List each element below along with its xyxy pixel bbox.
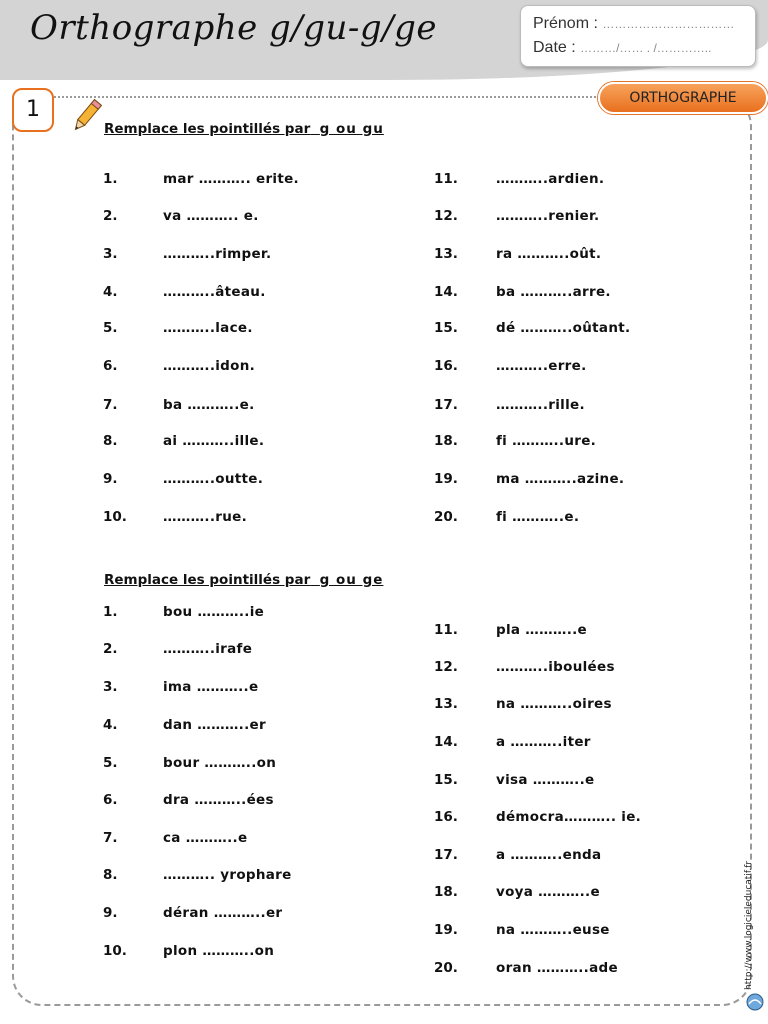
item-number: 9. [103, 905, 118, 921]
item-number: 14. [434, 734, 458, 750]
item-number: 20. [434, 509, 458, 525]
item-number: 11. [434, 622, 458, 638]
item-number: 16. [434, 809, 458, 825]
exercise-number-badge: 1 [12, 88, 54, 132]
item-number: 1. [103, 171, 118, 187]
exercise-frame [12, 96, 752, 1006]
item-word-blank[interactable]: ba ………..arre. [496, 284, 611, 300]
item-number: 19. [434, 471, 458, 487]
item-number: 7. [103, 397, 118, 413]
item-number: 7. [103, 830, 118, 846]
item-word-blank[interactable]: na ………..oires [496, 696, 612, 712]
pencil-icon [66, 96, 106, 136]
item-number: 8. [103, 433, 118, 449]
item-number: 10. [103, 509, 127, 525]
item-number: 11. [434, 171, 458, 187]
item-word-blank[interactable]: ………..rille. [496, 397, 585, 413]
item-word-blank[interactable]: ………..idon. [163, 358, 256, 374]
item-word-blank[interactable]: oran ………..ade [496, 960, 618, 976]
item-word-blank[interactable]: dra ………..ées [163, 792, 274, 808]
item-word-blank[interactable]: ma ………..azine. [496, 471, 625, 487]
item-number: 12. [434, 659, 458, 675]
prenom-label: Prénom : [533, 15, 598, 32]
item-word-blank[interactable]: ………..iboulées [496, 659, 615, 675]
item-number: 8. [103, 867, 118, 883]
item-word-blank[interactable]: fi ………..ure. [496, 433, 597, 449]
item-number: 5. [103, 320, 118, 336]
item-number: 15. [434, 320, 458, 336]
item-word-blank[interactable]: ba ………..e. [163, 397, 255, 413]
item-word-blank[interactable]: a ………..enda [496, 847, 602, 863]
item-word-blank[interactable]: ra ………..oût. [496, 246, 602, 262]
item-number: 13. [434, 246, 458, 262]
item-number: 12. [434, 208, 458, 224]
item-number: 14. [434, 284, 458, 300]
prenom-field[interactable]: …………………………… [602, 17, 735, 31]
item-word-blank[interactable]: bour ………..on [163, 755, 277, 771]
exercise1-instruction [104, 121, 384, 137]
item-word-blank[interactable]: a ………..iter [496, 734, 591, 750]
item-word-blank[interactable]: dé ………..oûtant. [496, 320, 631, 336]
item-word-blank[interactable]: ………..renier. [496, 208, 600, 224]
item-word-blank[interactable]: ………..rue. [163, 509, 248, 525]
item-word-blank[interactable]: mar ……….. erite. [163, 171, 299, 187]
item-word-blank[interactable]: ………..rimper. [163, 246, 272, 262]
item-word-blank[interactable]: va ……….. e. [163, 208, 259, 224]
site-logo-icon [744, 992, 766, 1012]
date-field[interactable]: ………/…… . /………….. [580, 41, 712, 55]
prenom-line [533, 15, 734, 33]
item-number: 20. [434, 960, 458, 976]
item-word-blank[interactable]: ai ………..ille. [163, 433, 265, 449]
subject-tag: ORTHOGRAPHE [598, 82, 768, 114]
item-word-blank[interactable]: ………..irafe [163, 641, 253, 657]
exercise1-instruction-text: Remplace les pointillés par [104, 121, 311, 137]
item-number: 19. [434, 922, 458, 938]
item-number: 5. [103, 755, 118, 771]
item-number: 13. [434, 696, 458, 712]
item-word-blank[interactable]: plon ………..on [163, 943, 275, 959]
item-word-blank[interactable]: déran ………..er [163, 905, 283, 921]
item-number: 4. [103, 717, 118, 733]
item-word-blank[interactable]: fi ………..e. [496, 509, 580, 525]
item-number: 4. [103, 284, 118, 300]
item-word-blank[interactable]: démocra……….. ie. [496, 809, 642, 825]
date-label: Date : [533, 39, 576, 56]
item-number: 10. [103, 943, 127, 959]
item-number: 18. [434, 433, 458, 449]
item-number: 2. [103, 208, 118, 224]
exercise2-instruction-choice: g ou ge [319, 572, 384, 588]
item-word-blank[interactable]: dan ………..er [163, 717, 266, 733]
item-number: 9. [103, 471, 118, 487]
item-word-blank[interactable]: visa ………..e [496, 772, 595, 788]
item-word-blank[interactable]: ………..erre. [496, 358, 587, 374]
item-number: 18. [434, 884, 458, 900]
item-number: 17. [434, 397, 458, 413]
item-word-blank[interactable]: ……….. yrophare [163, 867, 292, 883]
date-line [533, 39, 711, 57]
exercise2-instruction [104, 572, 383, 588]
item-word-blank[interactable]: ………..ardien. [496, 171, 605, 187]
item-number: 6. [103, 792, 118, 808]
item-word-blank[interactable]: ca ………..e [163, 830, 248, 846]
item-number: 6. [103, 358, 118, 374]
item-number: 1. [103, 604, 118, 620]
item-word-blank[interactable]: ………..lace. [163, 320, 253, 336]
exercise2-instruction-text: Remplace les pointillés par [104, 572, 311, 588]
name-date-box [520, 5, 756, 67]
item-number: 2. [103, 641, 118, 657]
exercise1-instruction-choice: g ou gu [319, 121, 384, 137]
item-word-blank[interactable]: ………..outte. [163, 471, 264, 487]
item-word-blank[interactable]: na ………..euse [496, 922, 610, 938]
item-number: 16. [434, 358, 458, 374]
item-word-blank[interactable]: pla ………..e [496, 622, 588, 638]
item-number: 15. [434, 772, 458, 788]
item-word-blank[interactable]: ima ………..e [163, 679, 259, 695]
item-word-blank[interactable]: ………..âteau. [163, 284, 266, 300]
item-number: 3. [103, 246, 118, 262]
page-title: Orthographe g/gu-g/ge [30, 8, 438, 48]
item-word-blank[interactable]: bou ………..ie [163, 604, 265, 620]
item-number: 17. [434, 847, 458, 863]
site-url[interactable]: http://www.logicieleducatif.fr [744, 860, 754, 990]
item-word-blank[interactable]: voya ………..e [496, 884, 600, 900]
item-number: 3. [103, 679, 118, 695]
